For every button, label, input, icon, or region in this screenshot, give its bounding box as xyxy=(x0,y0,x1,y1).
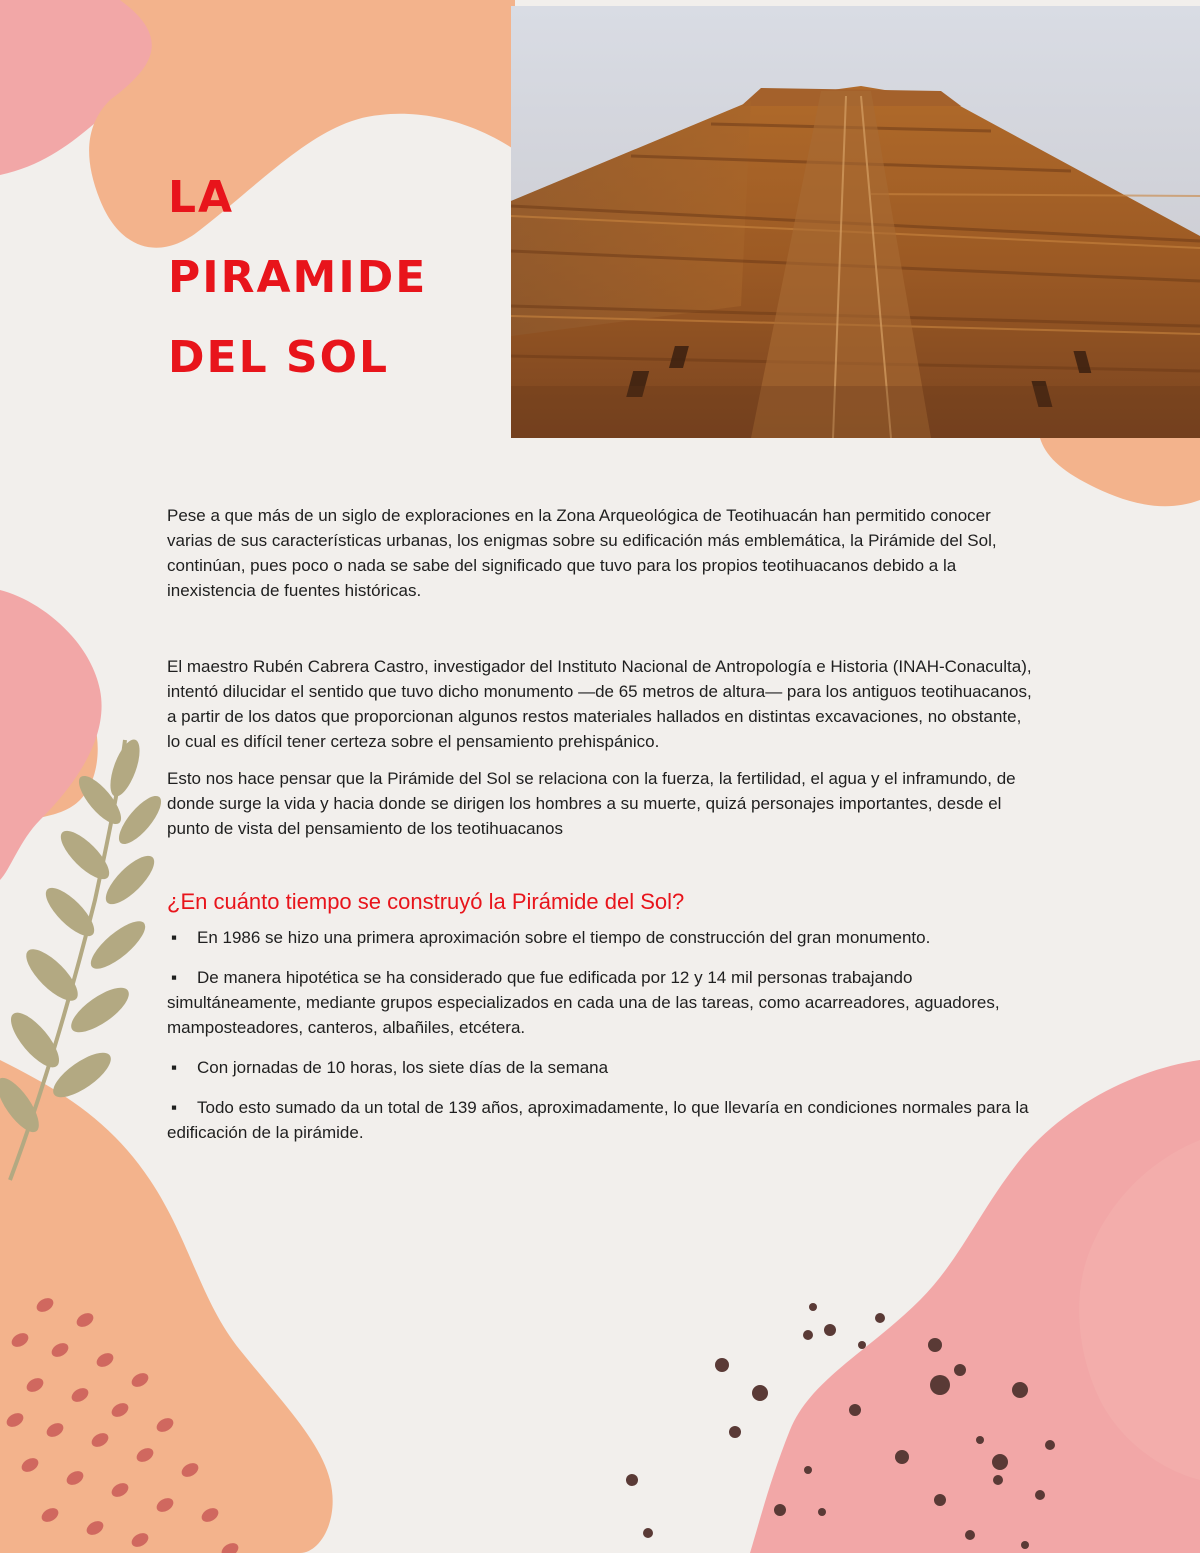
list-item xyxy=(167,1055,1037,1080)
bullet-text: De manera hipotética se ha considerado que fue edificada por 12 y 14 mil personas trabajando simultáneamente, mediante grupos especializados en cada una de las tareas, como acarreadores, aguadores, mamposteadores, canteros, albañiles, etcétera. xyxy=(167,968,1000,1037)
pyramid-photo xyxy=(511,6,1200,438)
bullet-icon: ▪ xyxy=(171,968,178,987)
peach-blob-right xyxy=(1040,438,1200,506)
pink-blob-left xyxy=(0,590,102,880)
bullet-icon: ▪ xyxy=(171,928,178,947)
list-item xyxy=(167,1095,1037,1145)
construction-bullet-list xyxy=(167,925,1037,1145)
title-line-3: DEL SOL xyxy=(168,332,390,383)
bullet-icon: ▪ xyxy=(171,1058,178,1077)
bullet-text: Todo esto sumado da un total de 139 años, aproximadamente, lo que llevaría en condiciones normales para la edificación de la pirámide. xyxy=(167,1098,1029,1142)
list-item xyxy=(167,925,1037,950)
article-content xyxy=(167,503,1037,1160)
list-item xyxy=(167,965,1037,1040)
paragraph-meaning: Esto nos hace pensar que la Pirámide del Sol se relaciona con la fuerza, la fertilidad, el agua y el inframundo, de donde surge la vida y hacia donde se dirigen los hombres a su muerte, quizá personajes importantes, desde el punto de vista del pensamiento de los teotihuacanos xyxy=(167,769,1016,838)
title-line-2: PIRAMIDE xyxy=(168,252,428,303)
bullet-text: Con jornadas de 10 horas, los siete días de la semana xyxy=(197,1058,609,1077)
title-line-1: LA xyxy=(168,172,235,223)
page-title xyxy=(168,158,427,398)
section-heading-construction-time: ¿En cuánto tiempo se construyó la Pirámide del Sol? xyxy=(167,889,685,914)
paragraph-intro: Pese a que más de un siglo de exploraciones en la Zona Arqueológica de Teotihuacán han permitido conocer varias de sus características urbanas, los enigmas sobre su edificación más emblemática, la Pirámide del Sol, continúan, pues poco o nada se sabe del significado que tuvo para los propios teotihuacanos debido a la inexistencia de fuentes históricas. xyxy=(167,506,997,600)
paragraph-cabrera: El maestro Rubén Cabrera Castro, investigador del Instituto Nacional de Antropología e Historia (INAH-Conaculta), intentó dilucidar el sentido que tuvo dicho monumento —de 65 metros de altura— para los antiguos teotihuacanos, a partir de los datos que proporcionan algunos restos materiales hallados en distintas excavaciones, no obstante, lo cual es difícil tener certeza sobre el pensamiento prehispánico. xyxy=(167,657,1032,751)
bullet-text: En 1986 se hizo una primera aproximación sobre el tiempo de construcción del gran monumento. xyxy=(197,928,931,947)
bullet-icon: ▪ xyxy=(171,1098,178,1117)
